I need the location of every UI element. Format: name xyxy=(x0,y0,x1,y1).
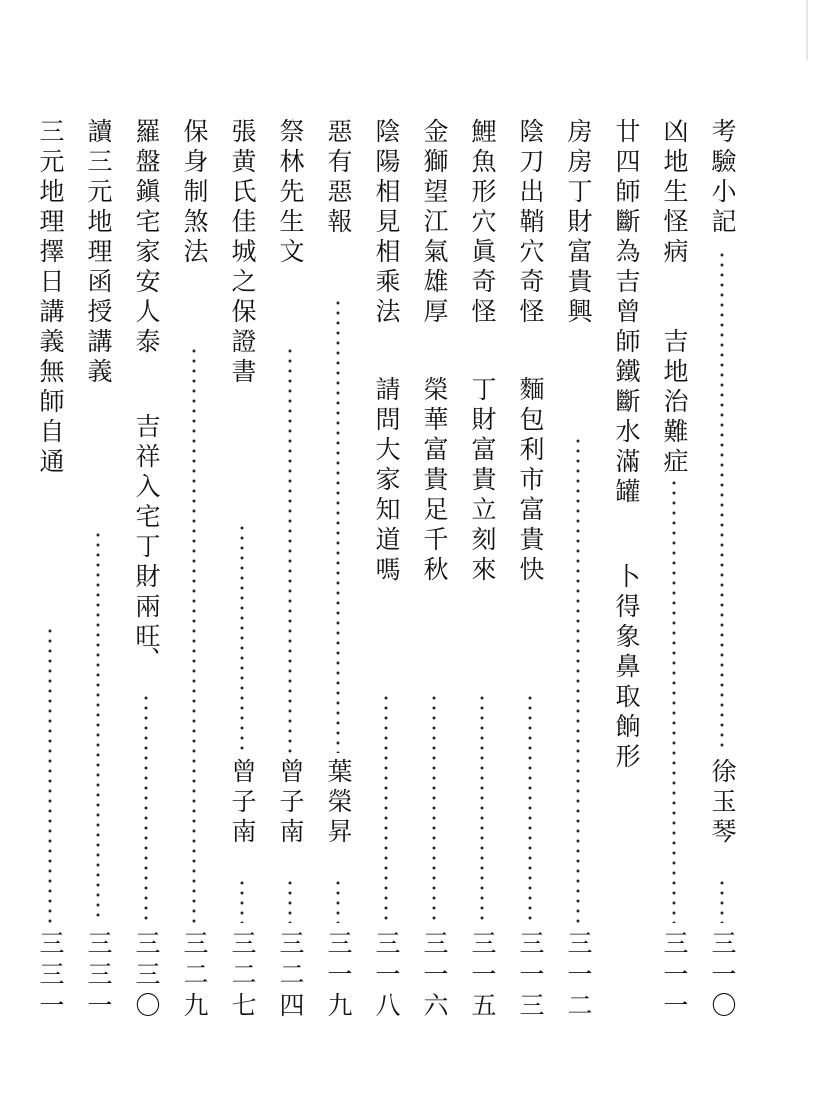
entry-title: 金獅望江氣雄厚 xyxy=(420,118,449,328)
dot-leader xyxy=(336,878,340,923)
dot-leader xyxy=(432,693,436,923)
page-number: 三二九 xyxy=(180,930,209,1023)
entry-title: 三元地理擇日講義無師自通 xyxy=(36,118,65,478)
entry-title: 陰刀出鞘穴奇怪 xyxy=(516,118,545,328)
entry-subtitle: 卜得象鼻取餉形 xyxy=(612,563,641,773)
entry-title: 惡有惡報 xyxy=(324,118,353,238)
entry-subtitle: 吉祥入宅丁財兩旺 xyxy=(132,413,161,653)
entry-title: 考驗小記 xyxy=(708,118,737,238)
page-number: 三一三 xyxy=(516,930,545,1023)
dot-leader xyxy=(288,878,292,923)
page-number: 三一六 xyxy=(420,930,449,1023)
entry-subtitle: 吉地治難症 xyxy=(660,328,689,478)
toc-entry xyxy=(76,118,120,1023)
entry-title: 凶地生怪病 xyxy=(660,118,689,268)
toc-entry xyxy=(124,118,168,1023)
entry-subtitle: 丁財富貴立刻來 xyxy=(468,376,497,586)
dot-leader xyxy=(576,436,580,923)
entry-title: 保身制煞法 xyxy=(180,118,209,268)
dot-leader xyxy=(240,523,244,753)
dot-leader xyxy=(48,626,52,923)
toc-entry xyxy=(460,118,504,1023)
entry-title: 鯉魚形穴眞奇怪 xyxy=(468,118,497,328)
page-number: 三三一 xyxy=(84,930,113,1023)
toc-entry xyxy=(412,118,456,1023)
toc-entry xyxy=(268,118,312,1023)
page-number: 三一〇 xyxy=(708,930,737,1023)
entry-mark: 、 xyxy=(132,646,161,676)
dot-leader xyxy=(480,693,484,923)
page-number: 三一九 xyxy=(324,930,353,1023)
page-number: 三三一 xyxy=(36,930,65,1023)
dot-leader xyxy=(528,693,532,923)
dot-leader xyxy=(384,693,388,923)
dot-leader xyxy=(336,298,340,753)
toc-entry xyxy=(604,118,648,1023)
toc-entry xyxy=(652,118,696,1023)
entry-title: 房房丁財富貴興 xyxy=(564,118,593,328)
entry-title: 祭林先生文 xyxy=(276,118,305,268)
entry-title: 陰陽相見相乘法 xyxy=(372,118,401,328)
dot-leader xyxy=(240,878,244,923)
page-number: 三二七 xyxy=(228,930,257,1023)
dot-leader xyxy=(720,878,724,923)
dot-leader xyxy=(96,530,100,923)
dot-leader xyxy=(720,250,724,750)
page-number: 三一五 xyxy=(468,930,497,1023)
toc-entry xyxy=(364,118,408,1023)
dot-leader xyxy=(144,693,148,923)
toc-entry xyxy=(316,118,360,1023)
entry-title: 羅盤鎭宅家安人泰 xyxy=(132,118,161,358)
page-number: 三三〇 xyxy=(132,930,161,1023)
page-number: 三一一 xyxy=(660,930,689,1023)
entry-subtitle: 請問大家知道嗎 xyxy=(372,376,401,586)
entry-subtitle: 榮華富貴足千秋 xyxy=(420,376,449,586)
page-number: 三二四 xyxy=(276,930,305,1023)
dot-leader xyxy=(192,346,196,923)
toc-entry xyxy=(556,118,600,1023)
entry-author: 曾子南 xyxy=(276,758,305,848)
entry-title: 廿四師斷為吉曾師鐵斷水滿罐 xyxy=(612,118,641,508)
page-number: 三一八 xyxy=(372,930,401,1023)
dot-leader xyxy=(288,346,292,753)
toc-entry xyxy=(700,118,744,1023)
dot-leader xyxy=(672,478,676,923)
entry-author: 葉榮昇 xyxy=(324,758,353,848)
toc-entry xyxy=(28,118,72,1023)
toc-entry xyxy=(220,118,264,1023)
entry-title: 張黄氏佳城之保證書 xyxy=(228,118,257,388)
toc-entry xyxy=(172,118,216,1023)
toc-entry xyxy=(508,118,552,1023)
page-number: 三一二 xyxy=(564,930,593,1023)
entry-subtitle: 麵包利市富貴快 xyxy=(516,376,545,586)
entry-title: 讀三元地理函授講義 xyxy=(84,118,113,388)
entry-author: 曾子南 xyxy=(228,758,257,848)
entry-author: 徐玉琴 xyxy=(708,758,737,848)
scan-edge xyxy=(806,0,808,60)
